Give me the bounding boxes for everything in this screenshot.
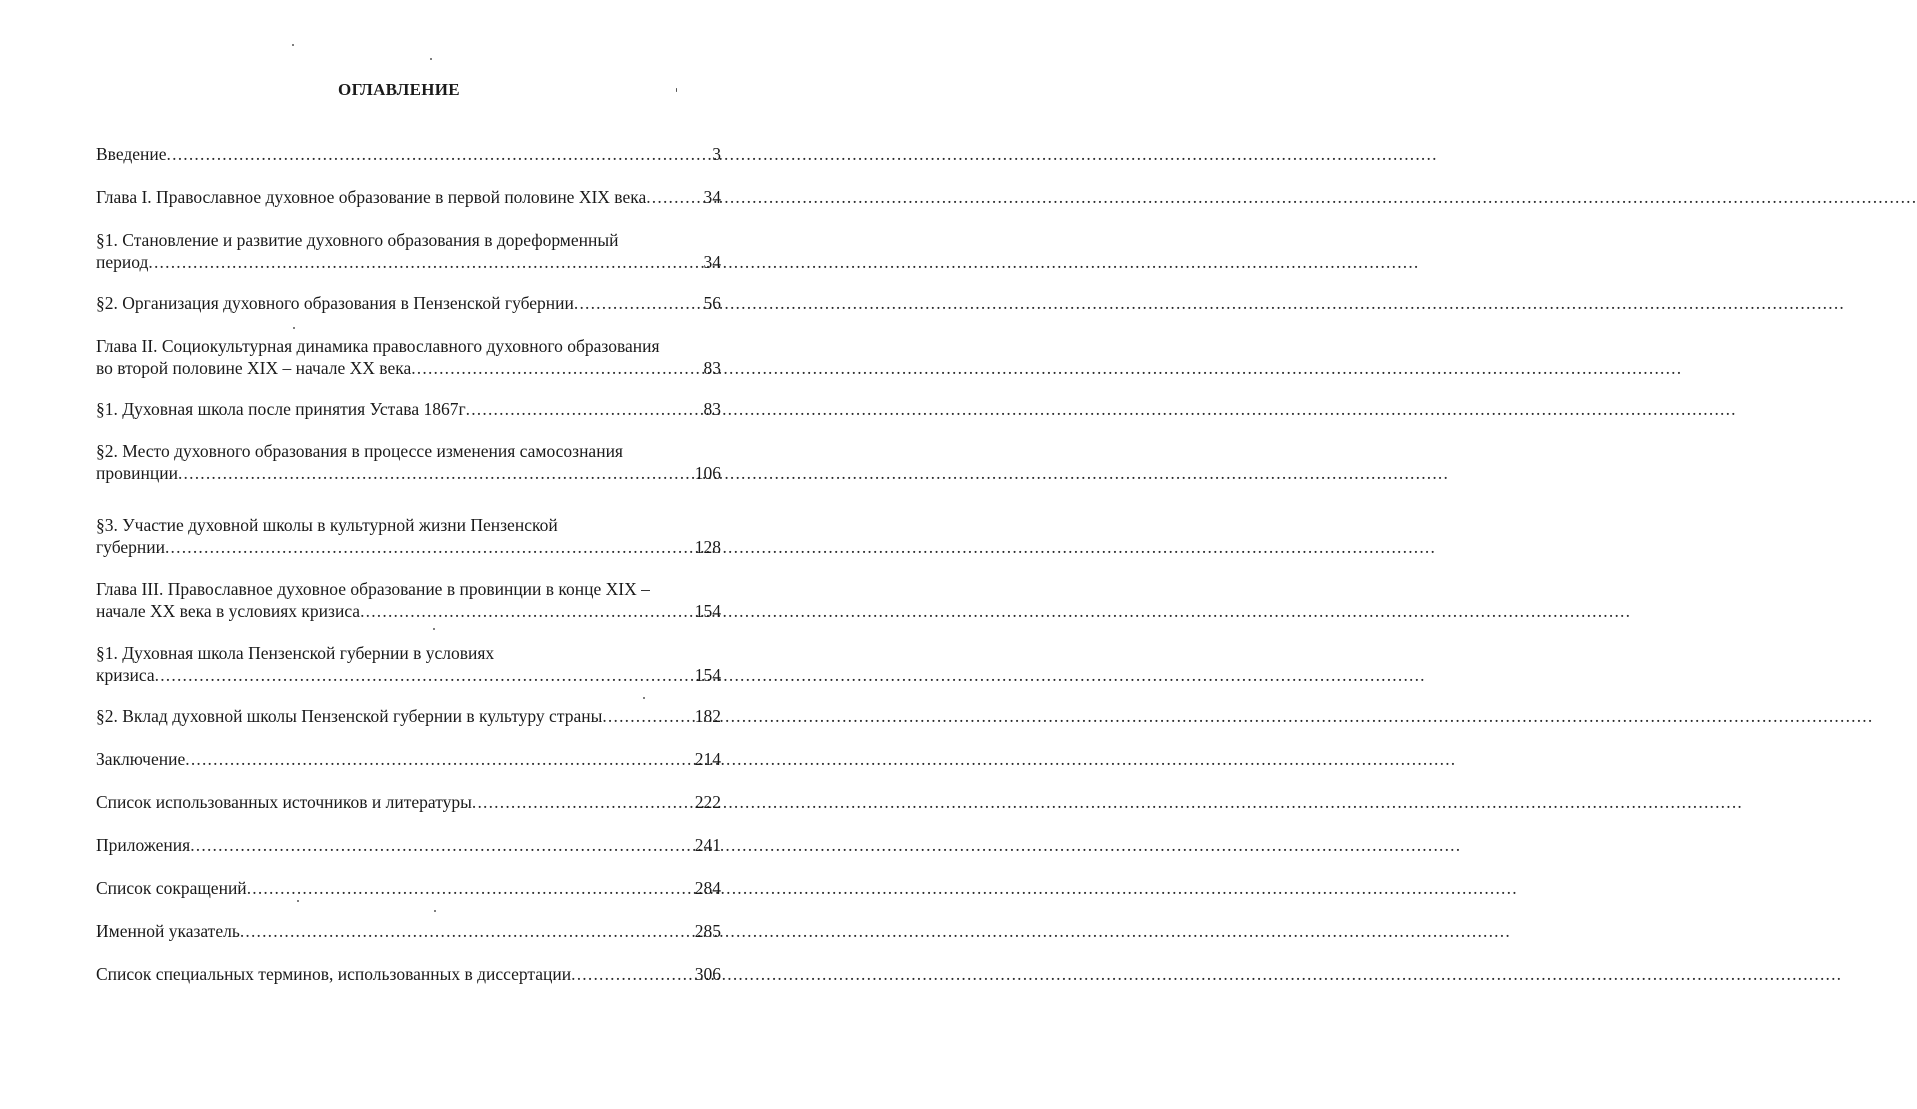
toc-entry-page: 154 xyxy=(694,601,721,621)
toc-entry[interactable] xyxy=(96,292,721,314)
toc-leader-dots xyxy=(155,664,694,686)
toc-leader-dots xyxy=(646,186,702,208)
toc-entry-page: 3 xyxy=(712,144,721,164)
scan-speck xyxy=(293,327,295,329)
toc-entry-title: провинции xyxy=(96,463,178,483)
toc-leader-dots xyxy=(165,536,694,558)
toc-leader-dots xyxy=(360,600,694,622)
toc-entry-page: 182 xyxy=(694,706,721,726)
toc-entry[interactable] xyxy=(96,229,721,273)
toc-entry-title: Приложения xyxy=(96,835,191,855)
toc-entry[interactable] xyxy=(96,186,721,208)
toc-leader-dots xyxy=(185,748,694,770)
toc-entry-page: 106 xyxy=(694,463,721,483)
toc-entry[interactable] xyxy=(96,642,721,686)
toc-entry-title: губернии xyxy=(96,537,165,557)
toc-leader-dots xyxy=(472,791,694,813)
toc-entry-page: 83 xyxy=(703,358,721,378)
toc-leader-dots xyxy=(240,920,694,942)
toc-entry-title: Список использованных источников и литературы xyxy=(96,792,472,812)
toc-entry[interactable] xyxy=(96,877,721,899)
toc-entry-title-line1: §2. Место духовного образования в процессе изменения самосознания xyxy=(96,441,623,461)
scan-speck xyxy=(430,58,432,60)
toc-entry-title-line1: §1. Духовная школа Пензенской губернии в условиях xyxy=(96,643,495,663)
toc-leader-dots xyxy=(190,834,694,856)
toc-entry[interactable] xyxy=(96,398,721,420)
toc-entry[interactable] xyxy=(96,440,721,484)
toc-entry[interactable] xyxy=(96,335,721,379)
toc-entry-page: 222 xyxy=(694,792,721,812)
toc-entry-page: 285 xyxy=(694,921,721,941)
scan-speck xyxy=(434,910,436,912)
page-title: ОГЛАВЛЕНИЕ xyxy=(338,80,460,99)
toc-entry[interactable] xyxy=(96,920,721,942)
toc-entry-page: 56 xyxy=(703,293,721,313)
toc-entry-title-line1: Глава III. Православное духовное образование в провинции в конце XIX – xyxy=(96,579,650,599)
toc-entry-page: 306 xyxy=(694,964,721,984)
toc-entry-page: 34 xyxy=(703,187,721,207)
toc-leader-dots xyxy=(148,251,702,273)
toc-entry-title: Введение xyxy=(96,144,167,164)
toc-entry-title: Глава I. Православное духовное образование в первой половине XIX века xyxy=(96,187,647,207)
toc-entry-title: Список специальных терминов, использованных в диссертации xyxy=(96,964,572,984)
toc-entry[interactable] xyxy=(96,578,721,622)
toc-leader-dots xyxy=(178,462,694,484)
toc-entry[interactable] xyxy=(96,963,721,985)
toc-entry-page: 128 xyxy=(694,537,721,557)
toc-entry-page: 241 xyxy=(694,835,721,855)
scan-speck xyxy=(676,88,677,92)
toc-entry-title: период xyxy=(96,252,149,272)
toc-entry-page: 83 xyxy=(703,399,721,419)
toc-entry-title-line1: §1. Становление и развитие духовного образования в дореформенный xyxy=(96,230,619,250)
toc-leader-dots xyxy=(167,143,712,165)
scan-speck xyxy=(643,697,645,699)
toc-entry-page: 284 xyxy=(694,878,721,898)
toc-entry-page: 34 xyxy=(703,252,721,272)
toc-entry[interactable] xyxy=(96,748,721,770)
toc-entry[interactable] xyxy=(96,705,721,727)
scan-speck xyxy=(433,628,435,630)
toc-entry-title: Заключение xyxy=(96,749,186,769)
toc-leader-dots xyxy=(574,292,703,314)
scan-speck xyxy=(297,900,299,902)
toc-entry-title: §1. Духовная школа после принятия Устава 1867г xyxy=(96,399,466,419)
scan-speck xyxy=(292,44,294,46)
toc-entry-page: 214 xyxy=(694,749,721,769)
toc-entry[interactable] xyxy=(96,143,721,165)
toc-entry[interactable] xyxy=(96,834,721,856)
toc-entry-title: §2. Организация духовного образования в Пензенской губернии xyxy=(96,293,574,313)
toc-entry-title: Список сокращений xyxy=(96,878,247,898)
toc-entry-page: 154 xyxy=(694,665,721,685)
toc-entry-title-line1: Глава II. Социокультурная динамика православного духовного образования xyxy=(96,336,660,356)
toc-leader-dots xyxy=(571,963,694,985)
toc-entry[interactable] xyxy=(96,514,721,558)
toc-entry-title-line1: §3. Участие духовной школы в культурной жизни Пензенской xyxy=(96,515,558,535)
toc-leader-dots xyxy=(466,398,703,420)
toc-entry-title: Именной указатель xyxy=(96,921,240,941)
toc-entry-title: во второй половине XIX – начале XX века xyxy=(96,358,412,378)
toc-entry-title: §2. Вклад духовной школы Пензенской губернии в культуру страны xyxy=(96,706,603,726)
toc-entry-title: кризиса xyxy=(96,665,155,685)
document-page xyxy=(0,0,798,1109)
toc-entry-title: начале XX века в условиях кризиса xyxy=(96,601,361,621)
toc-leader-dots xyxy=(602,705,693,727)
toc-leader-dots xyxy=(411,357,702,379)
toc-leader-dots xyxy=(247,877,694,899)
toc-entry[interactable] xyxy=(96,791,721,813)
